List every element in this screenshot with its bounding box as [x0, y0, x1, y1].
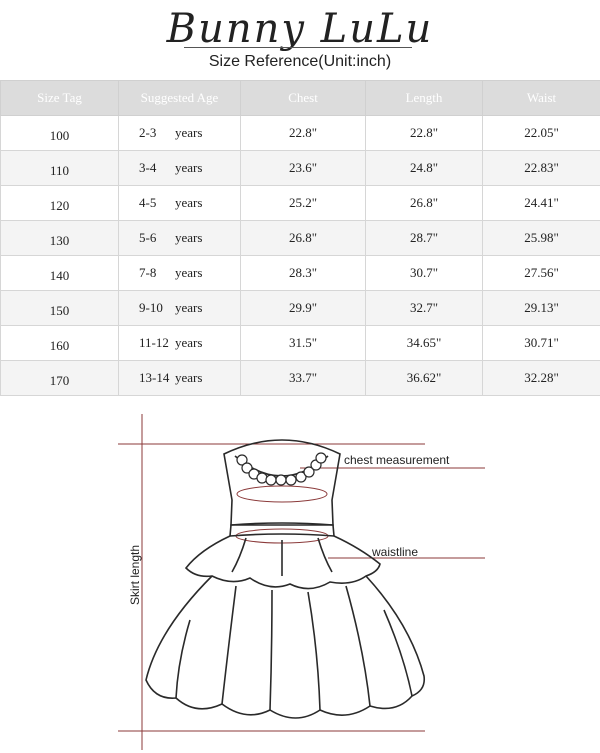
- age-unit: years: [175, 370, 203, 385]
- length-value: 32.7": [409, 300, 439, 315]
- chest-ellipse: [237, 486, 327, 502]
- cell-length: [366, 361, 483, 396]
- cell-waist: [483, 116, 600, 151]
- age-unit: years: [175, 160, 203, 175]
- cell-length: [366, 221, 483, 256]
- size-tag-value: 150: [49, 303, 70, 318]
- cell-size-tag: [1, 256, 119, 291]
- waist-value: 22.05": [524, 125, 559, 140]
- size-tag-value: 160: [49, 338, 70, 353]
- cell-length: [366, 291, 483, 326]
- table-header-row: [1, 81, 600, 116]
- cell-chest: [241, 221, 366, 256]
- dress-diagram: [0, 400, 600, 753]
- age-unit: years: [175, 265, 203, 280]
- pearl-necklace: [237, 453, 326, 485]
- chest-value: 26.8": [288, 230, 318, 245]
- chest-value: 29.9": [288, 300, 318, 315]
- cell-suggested-age: [119, 291, 241, 326]
- table-row: [1, 186, 600, 221]
- size-tag-value: 140: [49, 268, 70, 283]
- cell-size-tag: [1, 116, 119, 151]
- table-row: [1, 326, 600, 361]
- waist-value: 24.41": [524, 195, 559, 210]
- age-range-value: 9-10: [139, 300, 163, 315]
- size-tag-value: 130: [49, 233, 70, 248]
- cell-chest: [241, 186, 366, 221]
- age-range-value: 3-4: [139, 160, 157, 175]
- page-title: Size Reference(Unit:inch): [208, 53, 392, 70]
- cell-size-tag: [1, 361, 119, 396]
- cell-size-tag: [1, 291, 119, 326]
- waist-value: 22.83": [524, 160, 559, 175]
- chest-value: 25.2": [288, 195, 318, 210]
- age-range-value: 13-14: [139, 370, 170, 385]
- header-size-tag: Size Tag: [1, 81, 119, 116]
- chest-value: 22.8": [288, 125, 318, 140]
- age-range-value: 7-8: [139, 265, 157, 280]
- age-unit: years: [175, 300, 203, 315]
- skirt-length-label: Skirt length: [128, 544, 142, 605]
- cell-length: [366, 151, 483, 186]
- age-range-value: 11-12: [139, 335, 169, 350]
- table-row: [1, 221, 600, 256]
- header-chest: Chest: [241, 81, 366, 116]
- cell-size-tag: [1, 221, 119, 256]
- length-value: 36.62": [406, 370, 442, 385]
- age-unit: years: [175, 195, 203, 210]
- header-suggested-age: Suggested Age: [119, 81, 241, 116]
- cell-length: [366, 186, 483, 221]
- length-value: 28.7": [409, 230, 439, 245]
- cell-length: [366, 116, 483, 151]
- cell-chest: [241, 116, 366, 151]
- waist-value: 25.98": [524, 230, 559, 245]
- brand-logo: Bunny LuLu: [166, 6, 434, 52]
- cell-suggested-age: [119, 361, 241, 396]
- waist-value: 32.28": [524, 370, 559, 385]
- waistline-label: waistline: [372, 545, 419, 559]
- header-length: Length: [366, 81, 483, 116]
- cell-chest: [241, 291, 366, 326]
- waist-value: 30.71": [524, 335, 559, 350]
- chest-measurement-label: chest measurement: [344, 453, 450, 467]
- length-value: 30.7": [409, 265, 439, 280]
- cell-suggested-age: [119, 326, 241, 361]
- cell-waist: [483, 291, 600, 326]
- table-row: [1, 291, 600, 326]
- brand-divider: [184, 47, 412, 48]
- age-unit: years: [175, 335, 203, 350]
- cell-suggested-age: [119, 256, 241, 291]
- table-row: [1, 151, 600, 186]
- age-range-value: 4-5: [139, 195, 157, 210]
- cell-waist: [483, 361, 600, 396]
- cell-suggested-age: [119, 116, 241, 151]
- cell-size-tag: [1, 186, 119, 221]
- chest-value: 28.3": [288, 265, 318, 280]
- cell-waist: [483, 326, 600, 361]
- cell-waist: [483, 151, 600, 186]
- cell-suggested-age: [119, 221, 241, 256]
- cell-chest: [241, 256, 366, 291]
- cell-waist: [483, 221, 600, 256]
- waist-value: 27.56": [524, 265, 559, 280]
- cell-chest: [241, 361, 366, 396]
- cell-suggested-age: [119, 186, 241, 221]
- size-tag-value: 170: [49, 373, 70, 388]
- length-value: 34.65": [406, 335, 442, 350]
- chest-value: 23.6": [288, 160, 318, 175]
- length-value: 24.8": [409, 160, 439, 175]
- age-unit: years: [175, 230, 203, 245]
- cell-length: [366, 326, 483, 361]
- table-row: [1, 361, 600, 396]
- cell-chest: [241, 151, 366, 186]
- chest-value: 33.7": [288, 370, 318, 385]
- size-table: [0, 80, 600, 396]
- length-value: 22.8": [409, 125, 439, 140]
- age-range-value: 5-6: [139, 230, 157, 245]
- table-row: [1, 116, 600, 151]
- size-tag-value: 100: [49, 128, 70, 143]
- cell-length: [366, 256, 483, 291]
- cell-waist: [483, 256, 600, 291]
- age-range-value: 2-3: [139, 125, 157, 140]
- size-tag-value: 110: [49, 163, 70, 178]
- waist-value: 29.13": [524, 300, 559, 315]
- length-value: 26.8": [409, 195, 439, 210]
- cell-waist: [483, 186, 600, 221]
- cell-size-tag: [1, 326, 119, 361]
- chest-value: 31.5": [288, 335, 318, 350]
- cell-chest: [241, 326, 366, 361]
- cell-suggested-age: [119, 151, 241, 186]
- size-tag-value: 120: [49, 198, 70, 213]
- header-waist: Waist: [483, 81, 600, 116]
- table-row: [1, 256, 600, 291]
- age-unit: years: [175, 125, 203, 140]
- cell-size-tag: [1, 151, 119, 186]
